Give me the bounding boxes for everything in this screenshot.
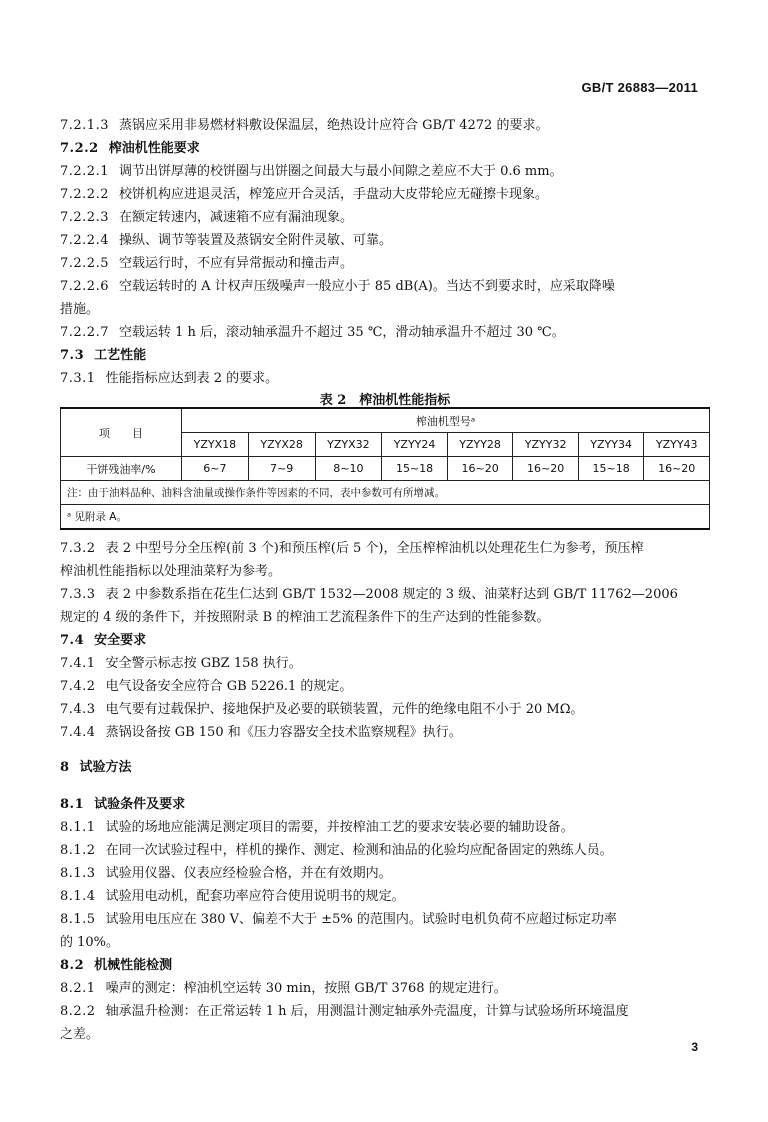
clause-continuation: [60, 610, 710, 626]
standard-number: GB/T 26883—2011: [581, 80, 698, 95]
heading-7-3: [60, 348, 710, 364]
clause-text: 试验方法: [79, 760, 132, 775]
table-cell: 16~20: [513, 457, 579, 481]
clause-number: 8.1.5: [60, 912, 96, 927]
clause-text: 空载运行时，不应有异常振动和撞击声。: [118, 256, 353, 271]
clause-continuation: [60, 564, 710, 580]
clause-number: 8.1.1: [60, 820, 96, 835]
clause-text: 电气设备安全应符合 GB 5226.1 的规定。: [105, 679, 353, 694]
clause-text: 电气要有过载保护、接地保护及必要的联锁装置，元件的绝缘电阻不小于 20 MΩ。: [105, 702, 584, 717]
clause-text: 校饼机构应进退灵活，榨笼应开合灵活，手盘动大皮带轮应无碰擦卡现象。: [118, 187, 548, 202]
clause-text: 性能指标应达到表 2 的要求。: [105, 371, 279, 386]
clause-text: 蒸锅设备按 GB 150 和《压力容器安全技术监察规程》执行。: [105, 725, 462, 740]
table-footnote-row: [61, 505, 710, 530]
model-header: YZYX32: [315, 433, 382, 457]
clause-continuation: [60, 302, 710, 318]
item-header: 项 目: [61, 408, 182, 457]
model-header: YZYX18: [182, 433, 249, 457]
heading-7-2-2: [60, 141, 710, 157]
table-cell: 7~9: [248, 457, 315, 481]
clause-text: 机械性能检测: [94, 958, 173, 973]
clause-7-2-2-2: [60, 187, 710, 203]
clause-8-2-2: [60, 1004, 710, 1020]
clause-text: 试验用电动机，配套功率应符合使用说明书的规定。: [105, 889, 405, 904]
clause-number: 8.1: [60, 797, 85, 812]
clause-number: 8.2: [60, 958, 85, 973]
clause-8-2-1: [60, 981, 710, 997]
table-cell: 15~18: [382, 457, 448, 481]
performance-table: [60, 407, 710, 530]
clause-7-4-3: [60, 702, 710, 718]
clause-continuation: [60, 1027, 710, 1043]
table-cell: 15~18: [578, 457, 644, 481]
clause-7-4-2: [60, 679, 710, 695]
model-header: YZYY24: [382, 433, 448, 457]
clause-number: 7.2.1.3: [60, 118, 109, 133]
clause-number: 7.3.2: [60, 541, 96, 556]
clause-number: 7.2.2.1: [60, 164, 109, 179]
clause-number: 7.4.2: [60, 679, 96, 694]
clause-number: 8.2.1: [60, 981, 96, 996]
clause-number: 7.2.2.4: [60, 233, 109, 248]
clause-number: 7.2.2.7: [60, 325, 109, 340]
clause-text: 措施。: [60, 302, 100, 317]
table-cell: 8~10: [315, 457, 382, 481]
clause-8-1-1: [60, 820, 710, 836]
clause-number: 7.2.2: [60, 141, 99, 156]
clause-number: 7.4.1: [60, 656, 96, 671]
clause-text: 安全警示标志按 GBZ 158 执行。: [105, 656, 302, 671]
model-header: YZYY43: [644, 433, 710, 457]
clause-8-1-4: [60, 889, 710, 905]
clause-text: 试验用仪器、仪表应经检验合格，并在有效期内。: [105, 866, 392, 881]
heading-8: [60, 760, 710, 776]
table-cell: 16~20: [644, 457, 710, 481]
clause-7-3-1: [60, 371, 710, 387]
clause-7-2-1-3: [60, 118, 710, 134]
table-footnote: ᵃ 见附录 A。: [61, 505, 710, 530]
model-group-header: 榨油机型号ᵃ: [182, 408, 710, 433]
clause-7-2-2-6: [60, 279, 710, 295]
heading-7-4: [60, 633, 710, 649]
clause-text: 安全要求: [94, 633, 147, 648]
clause-number: 7.2.2.3: [60, 210, 109, 225]
clause-text: 轴承温升检测：在正常运转 1 h 后，用测温计测定轴承外壳温度，计算与试验场所环境温度: [105, 1004, 629, 1019]
clause-8-1-3: [60, 866, 710, 882]
clause-text: 调节出饼厚薄的校饼圈与出饼圈之间最大与最小间隙之差应不大于 0.6 mm。: [118, 164, 563, 179]
clause-text: 规定的 4 级的条件下，并按照附录 B 的榨油工艺流程条件下的生产达到的性能参数。: [60, 610, 550, 625]
clause-continuation: [60, 935, 710, 951]
clause-7-4-1: [60, 656, 710, 672]
clause-text: 在同一次试验过程中，样机的操作、测定、检测和油品的化验均应配备固定的熟练人员。: [105, 843, 613, 858]
clause-number: 8.1.4: [60, 889, 96, 904]
clause-7-2-2-1: [60, 164, 710, 180]
clause-text: 表 2 中参数系指在花生仁达到 GB/T 1532—2008 规定的 3 级、油菜籽达到 GB/T 11762—2006: [105, 587, 678, 602]
clause-8-1-2: [60, 843, 710, 859]
clause-number: 7.4.4: [60, 725, 96, 740]
clause-text: 试验条件及要求: [94, 797, 186, 812]
clause-number: 7.2.2.5: [60, 256, 109, 271]
row-label: 干饼残油率/%: [61, 457, 182, 481]
clause-7-2-2-3: [60, 210, 710, 226]
clause-text: 榨油机性能指标以处理油菜籽为参考。: [60, 564, 282, 579]
clause-number: 8.1.3: [60, 866, 96, 881]
heading-8-2: [60, 958, 710, 974]
clause-7-3-3: [60, 587, 710, 603]
clause-7-3-2: [60, 541, 710, 557]
table-note: 注：由于油料品种、油料含油量或操作条件等因素的不同，表中参数可有所增减。: [61, 481, 710, 505]
clause-text: 噪声的测定：榨油机空运转 30 min，按照 GB/T 3768 的规定进行。: [105, 981, 507, 996]
clause-text: 的 10%。: [60, 935, 120, 950]
model-header: YZYY32: [513, 433, 579, 457]
clause-text: 空载运转 1 h 后，滚动轴承温升不超过 35 ℃，滑动轴承温升不超过 30 ℃。: [118, 325, 565, 340]
clause-text: 榨油机性能要求: [108, 141, 200, 156]
clause-number: 7.3.3: [60, 587, 96, 602]
clause-number: 8.2.2: [60, 1004, 96, 1019]
clause-text: 操纵、调节等装置及蒸锅安全附件灵敏、可靠。: [118, 233, 392, 248]
clause-7-2-2-5: [60, 256, 710, 272]
clause-text: 蒸锅应采用非易燃材料敷设保温层，绝热设计应符合 GB/T 4272 的要求。: [118, 118, 549, 133]
clause-number: 8.1.2: [60, 843, 96, 858]
model-header: YZYY34: [578, 433, 644, 457]
clause-number: 7.2.2.2: [60, 187, 109, 202]
heading-8-1: [60, 797, 710, 813]
clause-number: 7.2.2.6: [60, 279, 109, 294]
clause-text: 试验用电压应在 380 V、偏差不大于 ±5% 的范围内。试验时电机负荷不应超过标定功率: [105, 912, 617, 927]
clause-text: 空载运转时的 A 计权声压级噪声一般应小于 85 dB(A)。当达不到要求时，应采取降噪: [118, 279, 615, 294]
table-note-row: [61, 481, 710, 505]
model-header: YZYY28: [447, 433, 513, 457]
table-cell: 16~20: [447, 457, 513, 481]
clause-7-2-2-7: [60, 325, 710, 341]
clause-number: 7.3.1: [60, 371, 96, 386]
clause-text: 表 2 中型号分全压榨(前 3 个)和预压榨(后 5 个)，全压榨榨油机以处理花生仁为参考，预压榨: [105, 541, 644, 556]
model-header: YZYX28: [248, 433, 315, 457]
page-number: 3: [691, 1040, 698, 1054]
clause-text: 在额定转速内，减速箱不应有漏油现象。: [118, 210, 353, 225]
clause-text: 工艺性能: [94, 348, 147, 363]
clause-number: 7.4.3: [60, 702, 96, 717]
clause-7-4-4: [60, 725, 710, 741]
clause-number: 7.4: [60, 633, 85, 648]
clause-number: 8: [60, 760, 70, 775]
clause-text: 试验的场地应能满足测定项目的需要，并按榨油工艺的要求安装必要的辅助设备。: [105, 820, 574, 835]
table-caption: 表 2 榨油机性能指标: [319, 393, 451, 408]
table-row: [61, 457, 710, 481]
table-cell: 6~7: [182, 457, 249, 481]
clause-8-1-5: [60, 912, 710, 928]
clause-text: 之差。: [60, 1027, 100, 1042]
clause-7-2-2-4: [60, 233, 710, 249]
clause-number: 7.3: [60, 348, 85, 363]
